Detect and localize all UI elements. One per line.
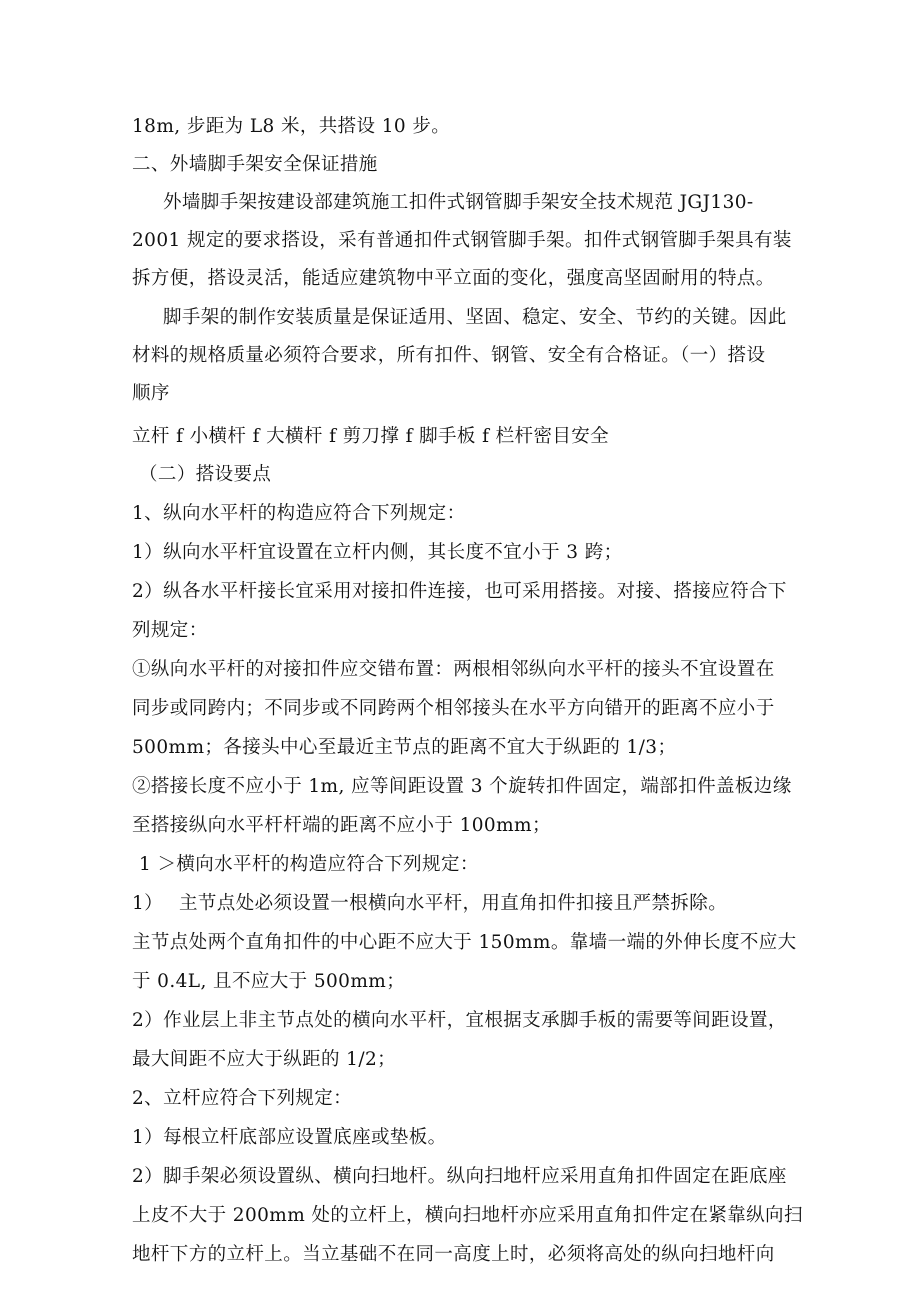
text-line: 材料的规格质量必须符合要求，所有扣件、钢管、安全有合格证。（一）搭设 xyxy=(132,345,766,366)
text-line: 脚手架的制作安装质量是保证适用、坚固、稳定、安全、节约的关键。因此 xyxy=(163,307,787,328)
text-line: 2）脚手架必须设置纵、横向扫地杆。纵向扫地杆应采用直角扣件固定在距底座 xyxy=(132,1166,787,1187)
text-line: ①纵向水平杆的对接扣件应交错布置：两根相邻纵向水平杆的接头不宜设置在 xyxy=(132,659,775,680)
text-line: 2）纵各水平杆接长宜采用对接扣件连接，也可采用搭接。对接、搭接应符合下 xyxy=(132,581,787,602)
text-line: 1）纵向水平杆宜设置在立杆内侧，其长度不宜小于 3 跨； xyxy=(132,542,623,563)
section-heading: 二、外墙脚手架安全保证措施 xyxy=(132,154,378,175)
text-line: 于 0.4L, 且不应大于 500mm； xyxy=(132,971,406,992)
text-line: 1）每根立杆底部应设置底座或垫板。 xyxy=(132,1127,447,1148)
text-line: ②搭接长度不应小于 1m, 应等间距设置 3 个旋转扣件固定，端部扣件盖板边缘 xyxy=(132,776,792,797)
subsection-heading: （二）搭设要点 xyxy=(139,464,272,485)
text-line: 1 ＞横向水平杆的构造应符合下列规定： xyxy=(139,854,479,875)
text-line: 同步或同跨内；不同步或不同跨两个相邻接头在水平方向错开的距离不应小于 xyxy=(132,698,775,719)
text-line: 主节点处两个直角扣件的中心距不应大于 150mm。靠墙一端的外伸长度不应大 xyxy=(132,932,797,953)
text-line: 立杆 f 小横杆 f 大横杆 f 剪刀撑 f 脚手板 f 栏杆密目安全 xyxy=(132,426,610,447)
text-line: 2、立杆应符合下列规定： xyxy=(132,1088,353,1109)
text-line: 顺序 xyxy=(132,383,170,404)
text-line: 500mm；各接头中心至最近主节点的距离不宜大于纵距的 1/3； xyxy=(132,737,677,758)
text-line: 列规定： xyxy=(132,620,208,641)
text-line: 18m, 步距为 L8 米，共搭设 10 步。 xyxy=(132,116,451,137)
text-line: 1、纵向水平杆的构造应符合下列规定： xyxy=(132,503,466,524)
text-line: 上皮不大于 200mm 处的立杆上，横向扫地杆亦应采用直角扣件定在紧靠纵向扫 xyxy=(132,1205,803,1226)
text-line: 拆方便，搭设灵活，能适应建筑物中平立面的变化，强度高坚固耐用的特点。 xyxy=(132,268,775,289)
text-line: 外墙脚手架按建设部建筑施工扣件式钢管脚手架安全技术规范 JGJ130- xyxy=(163,192,754,213)
text-line: 至搭接纵向水平杆杆端的距离不应小于 100mm； xyxy=(132,815,551,836)
text-line: 地杆下方的立杆上。当立基础不在同一高度上时，必须将高处的纵向扫地杆向 xyxy=(132,1244,775,1265)
text-line: 2001 规定的要求搭设，采有普通扣件式钢管脚手架。扣件式钢管脚手架具有装 xyxy=(132,230,792,251)
text-line: 最大间距不应大于纵距的 1/2； xyxy=(132,1049,397,1070)
text-line: 1） 主节点处必须设置一根横向水平杆，用直角扣件扣接且严禁拆除。 xyxy=(132,893,728,914)
text-line: 2）作业层上非主节点处的横向水平杆，宜根据支承脚手板的需要等间距设置， xyxy=(132,1010,787,1031)
